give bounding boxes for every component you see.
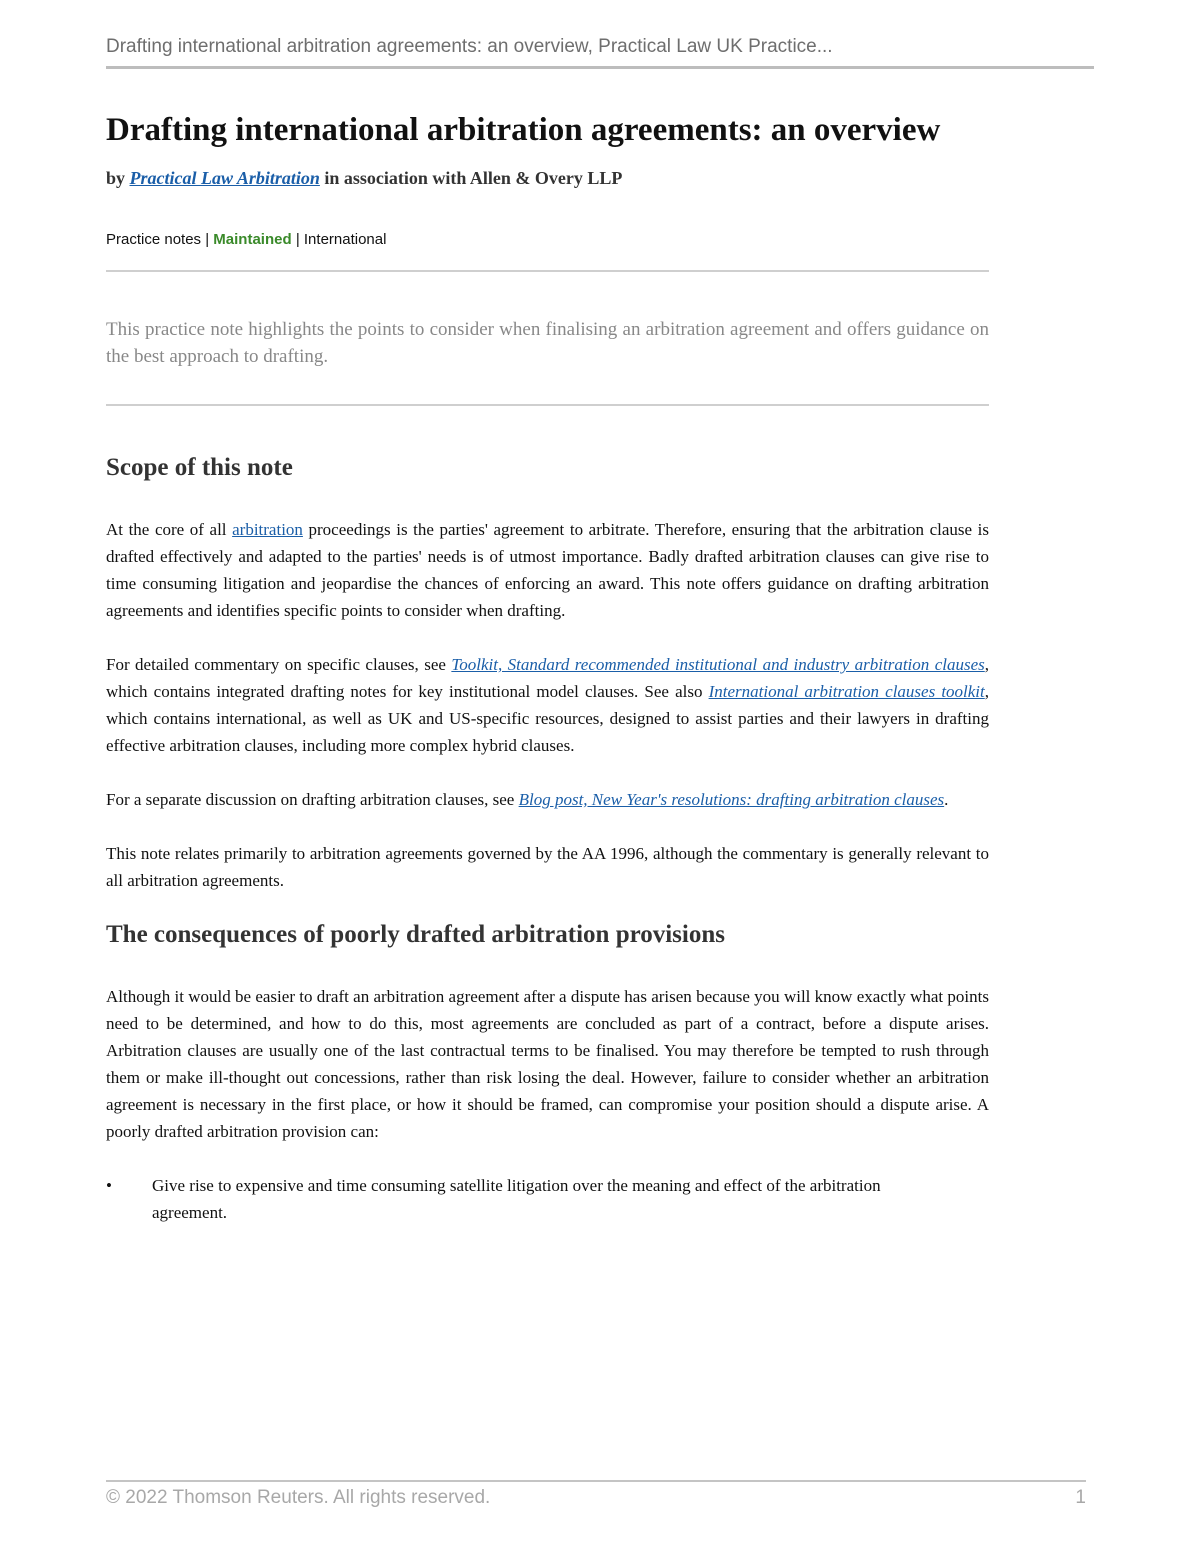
- status-badge: Maintained: [213, 231, 292, 248]
- scope-paragraph-4: This note relates primarily to arbitration agreements governed by the AA 1996, although the commentary is generally relevant to all arbitration agreements.: [106, 844, 989, 890]
- footer-copyright: © 2022 Thomson Reuters. All rights reserved.: [106, 1487, 491, 1508]
- page-title: Drafting international arbitration agreements: an overview: [106, 112, 941, 148]
- text-run: At the core of all: [106, 520, 227, 539]
- document-meta: [106, 231, 989, 248]
- text-run: , which contains integrated drafting notes for key institutional model clauses. See also: [106, 655, 990, 701]
- scope-paragraph-3: [106, 786, 989, 813]
- blog-post-link[interactable]: Blog post, New Year's resolutions: drafting arbitration clauses: [518, 790, 945, 809]
- international-clauses-toolkit-link[interactable]: International arbitration clauses toolkit: [708, 682, 985, 701]
- meta-jurisdiction: International: [303, 231, 387, 248]
- page-number: 1: [1075, 1487, 1086, 1508]
- consequences-list: [106, 1172, 989, 1226]
- abstract-bottom-divider: [106, 404, 989, 406]
- running-header-title: Drafting international arbitration agreements: an overview, Practical Law UK Practice...: [106, 36, 833, 57]
- abstract-top-divider: [106, 270, 989, 272]
- arbitration-link[interactable]: arbitration: [232, 520, 303, 539]
- text-run: proceedings is the parties' agreement to arbitrate. Therefore, ensuring that the arbitration clause is drafted effectively and adapted to the parties' needs is of utmost importance. Badly drafted arbitration clauses can give rise to time consuming litigation and jeopardise the chances of enforcing an award. This note offers guidance on drafting arbitration agreements and identifies specific points to consider when drafting.: [106, 520, 989, 620]
- text-run: For detailed commentary on specific clauses, see: [106, 655, 446, 674]
- list-item-text: Give rise to expensive and time consuming satellite litigation over the meaning and effect of the arbitration agreement.: [152, 1176, 881, 1222]
- abstract: This practice note highlights the points to consider when finalising an arbitration agreement and offers guidance on the best approach to drafting.: [106, 319, 989, 367]
- scope-paragraph-2: [106, 651, 989, 759]
- meta-type: Practice notes: [106, 231, 202, 248]
- meta-separator: |: [205, 231, 210, 248]
- text-run: , which contains international, as well as UK and US-specific resources, designed to assist parties and their lawyers in drafting effective arbitration clauses, including more complex hybrid clauses.: [106, 682, 990, 755]
- meta-separator: |: [295, 231, 300, 248]
- consequences-paragraph-1: Although it would be easier to draft an arbitration agreement after a dispute has arisen because you will know exactly what points need to be determined, and how to do this, most agreements are concluded as part of a contract, before a dispute arises. Arbitration clauses are usually one of the last contractual terms to be finalised. You may therefore be tempted to rush through them or make ill-thought out concessions, rather than risk losing the deal. However, failure to consider whether an arbitration agreement is necessary in the first place, or how it should be framed, can compromise your position should a dispute arise. A poorly drafted arbitration provision can:: [106, 987, 989, 1141]
- document-body: [106, 112, 989, 1226]
- byline-prefix: by: [106, 168, 126, 188]
- toolkit-standard-clauses-link[interactable]: Toolkit, Standard recommended institutional and industry arbitration clauses: [451, 655, 985, 674]
- footer-divider: [106, 1480, 1086, 1482]
- header-divider: [106, 66, 1094, 69]
- section-heading-consequences: The consequences of poorly drafted arbitration provisions: [106, 921, 725, 948]
- section-heading-scope: Scope of this note: [106, 454, 293, 481]
- author-link[interactable]: Practical Law Arbitration: [129, 168, 320, 188]
- byline-suffix: in association with Allen & Overy LLP: [324, 168, 623, 188]
- byline: [106, 168, 989, 189]
- list-item: [106, 1172, 912, 1226]
- text-run: .: [944, 790, 949, 809]
- scope-paragraph-1: [106, 516, 989, 624]
- text-run: For a separate discussion on drafting arbitration clauses, see: [106, 790, 515, 809]
- bullet-marker: •: [106, 1176, 112, 1195]
